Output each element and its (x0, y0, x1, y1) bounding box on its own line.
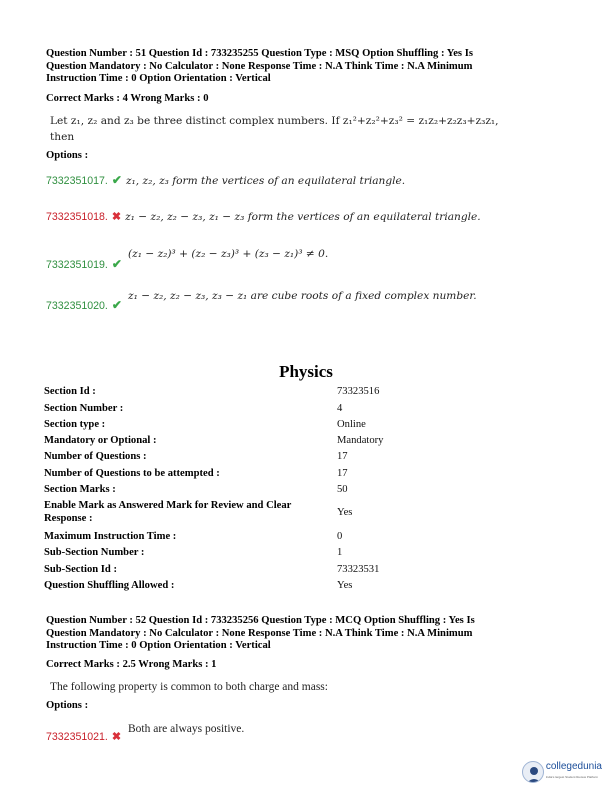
section-type-value: Online (337, 419, 366, 430)
q52-meta-line3: Instruction Time : 0 Option Orientation : Vertical (46, 640, 271, 652)
q52-meta (46, 615, 566, 653)
shuffling-label: Question Shuffling Allowed : (44, 580, 175, 591)
q52-question: The following property is common to both charge and mass: (50, 681, 328, 693)
option-text: z₁ − z₂, z₂ − z₃, z₃ − z₁ are cube roots of a fixed complex number. (128, 290, 477, 302)
option-text: Both are always positive. (128, 723, 245, 735)
num-attempt-label: Number of Questions to be attempted : (44, 468, 220, 479)
shuffling-value: Yes (337, 580, 353, 591)
section-title: Physics (279, 362, 333, 381)
max-instruction-label: Maximum Instruction Time : (44, 531, 177, 542)
q51-question-line1: Let z₁, z₂ and z₃ be three distinct complex numbers. If z₁²+z₂²+z₃² = z₁z₂+z₂z₃+z₃z₁, (50, 115, 499, 127)
collegedunia-logo (522, 760, 602, 784)
sub-section-id-label: Sub-Section Id : (44, 564, 117, 575)
section-number-value: 4 (337, 403, 343, 414)
max-instruction-value: 0 (337, 531, 343, 542)
q51-meta-line2: Question Mandatory : No Calculator : None Response Time : N.A Think Time : N.A Minimum (46, 60, 473, 72)
section-marks-value: 50 (337, 484, 348, 495)
check-icon: ✔ (111, 298, 122, 312)
q51-option-4 (46, 296, 122, 314)
option-id: 7332351020. (46, 300, 108, 312)
logo-text (546, 762, 602, 782)
cross-icon: ✖ (111, 211, 122, 223)
section-number-label: Section Number : (44, 403, 124, 414)
option-text: (z₁ − z₂)³ + (z₂ − z₃)³ + (z₃ − z₁)³ ≠ 0. (128, 248, 329, 260)
q52-options-label: Options : (46, 700, 89, 711)
q52-meta-line1: Question Number : 52 Question Id : 733235256 Question Type : MCQ Option Shuffling : Yes Is (46, 615, 475, 626)
q51-meta (46, 48, 566, 86)
section-marks-label: Section Marks : (44, 484, 116, 495)
num-questions-label: Number of Questions : (44, 451, 147, 462)
mandatory-value: Mandatory (337, 435, 384, 446)
logo-avatar-icon (522, 761, 544, 783)
q51-question (50, 113, 550, 145)
q51-meta-line1: Question Number : 51 Question Id : 733235255 Question Type : MSQ Option Shuffling : Yes Is (46, 48, 473, 59)
q52-option-1-text (128, 719, 244, 737)
q52-marks: Correct Marks : 2.5 Wrong Marks : 1 (46, 659, 217, 670)
sub-section-number-label: Sub-Section Number : (44, 547, 145, 558)
option-id: 7332351019. (46, 259, 108, 271)
check-icon: ✔ (111, 257, 122, 271)
q52-option-1 (46, 727, 121, 745)
q51-meta-line3: Instruction Time : 0 Option Orientation : Vertical (46, 73, 271, 85)
option-id: 7332351017. (46, 175, 108, 187)
sub-section-number-value: 1 (337, 547, 343, 558)
logo-tagline: India's largest Student Review Platform (545, 775, 599, 779)
option-id: 7332351018. (46, 211, 108, 223)
q51-option-1 (46, 171, 405, 189)
q51-option-3 (46, 255, 122, 273)
q51-option-2 (46, 207, 481, 225)
check-icon: ✔ (111, 173, 122, 187)
mandatory-label: Mandatory or Optional : (44, 435, 157, 446)
option-text: z₁ − z₂, z₂ − z₃, z₁ − z₃ form the vertices of an equilateral triangle. (125, 211, 481, 223)
enable-mark-value: Yes (337, 507, 353, 518)
option-text: z₁, z₂, z₃ form the vertices of an equilateral triangle. (125, 175, 406, 187)
q52-meta-line2: Question Mandatory : No Calculator : None Response Time : N.A Think Time : N.A Minimum (46, 627, 473, 639)
sub-section-id-value: 73323531 (337, 564, 380, 575)
q51-question-line2: then (50, 131, 75, 143)
num-attempt-value: 17 (337, 468, 348, 479)
logo-name: collegedunia (545, 761, 602, 772)
q51-options-label: Options : (46, 150, 89, 161)
cross-icon: ✖ (111, 731, 122, 743)
section-type-label: Section type : (44, 419, 106, 430)
num-questions-value: 17 (337, 451, 348, 462)
section-id-label: Section Id : (44, 386, 96, 397)
enable-mark-label: Enable Mark as Answered Mark for Review and Clear Response : (44, 500, 292, 524)
q51-option-4-text (128, 286, 477, 304)
q51-marks: Correct Marks : 4 Wrong Marks : 0 (46, 93, 209, 104)
section-id-value: 73323516 (337, 386, 380, 397)
option-id: 7332351021. (46, 731, 108, 743)
q51-option-3-text (128, 244, 328, 262)
